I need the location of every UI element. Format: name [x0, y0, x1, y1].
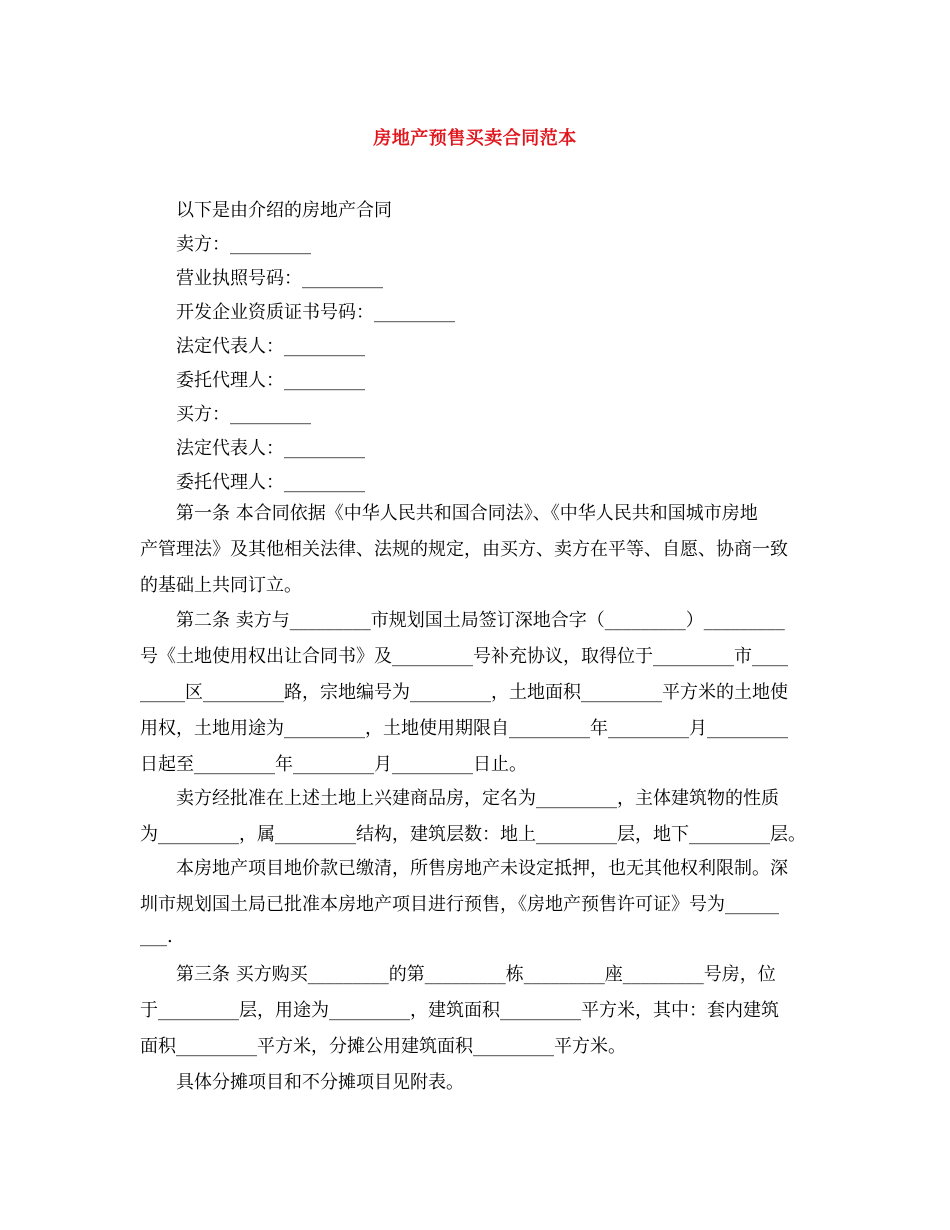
article2b-line: 为_________，属_________结构，建筑层数：地上_________层，地下_________层。: [140, 824, 806, 845]
article1-line: 产管理法》及其他相关法律、法规的规定，由买方、卖方在平等、自愿、协商一致: [140, 539, 788, 560]
field-qualification-cert: 开发企业资质证书号码：_________: [176, 302, 455, 323]
article2-line: _____区_________路，宗地编号为_________，土地面积_________平方米的土地使: [140, 682, 788, 703]
article2-line: 日起至_________年_________月_________日止。: [140, 754, 527, 775]
appendix-note: 具体分摊项目和不分摊项目见附表。: [176, 1072, 464, 1093]
article3-line: 于_________层，用途为_________，建筑面积_________平方米，其中：套内建筑: [140, 1000, 779, 1021]
field-buyer-agent: 委托代理人：_________: [176, 472, 365, 493]
intro-line: 以下是由介绍的房地产合同: [176, 200, 392, 221]
article1-line: 第一条 本合同依据《中华人民共和国合同法》、《中华人民共和国城市房地: [176, 503, 758, 524]
article2-line: 用权，土地用途为_________，土地使用期限自_________年_________月_________: [140, 718, 788, 739]
article1-line: 的基础上共同订立。: [140, 575, 302, 596]
article2b-line: 卖方经批准在上述土地上兴建商品房，定名为_________，主体建筑物的性质: [176, 788, 779, 809]
article2-line: 第二条 卖方与_________市规划国土局签订深地合字（_________）_________: [176, 610, 785, 631]
article2c-line: 本房地产项目地价款已缴清，所售房地产未设定抵押，也无其他权利限制。深: [176, 858, 788, 879]
article3-line: 第三条 买方购买_________的第_________栋_________座_________号房，位: [176, 964, 776, 985]
article3-line: 面积_________平方米，分摊公用建筑面积_________平方米。: [140, 1036, 626, 1057]
field-seller-agent: 委托代理人：_________: [176, 370, 365, 391]
field-seller: 卖方：_________: [176, 234, 311, 255]
field-seller-legal-rep: 法定代表人：_________: [176, 336, 365, 357]
article2c-line: 圳市规划国土局已批准本房地产项目进行预售，《房地产预售许可证》号为______: [140, 894, 779, 915]
field-business-license: 营业执照号码：_________: [176, 268, 383, 289]
field-buyer: 买方：_________: [176, 404, 311, 425]
article2c-line: ___.: [140, 926, 173, 947]
field-buyer-legal-rep: 法定代表人：_________: [176, 438, 365, 459]
article2-line: 号《土地使用权出让合同书》及_________号补充协议，取得位于_________市____: [140, 646, 788, 667]
document-title: 房地产预售买卖合同范本: [373, 128, 577, 149]
